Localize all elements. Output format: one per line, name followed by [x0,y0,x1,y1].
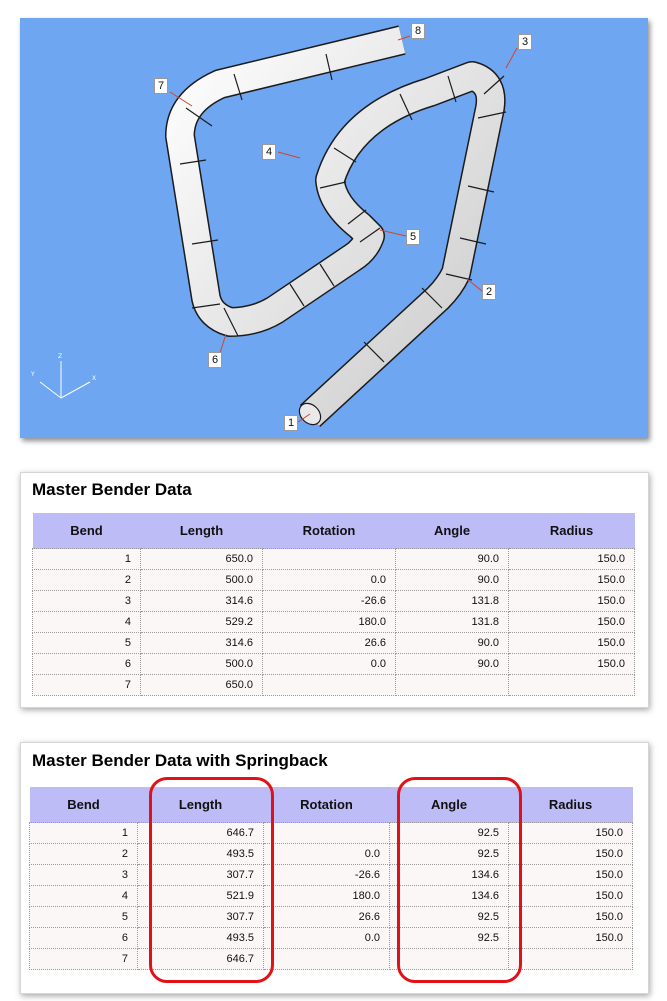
table-row [30,907,633,928]
table-row [33,654,635,675]
bender-data-table [32,513,635,696]
bend-cell: 2 [30,844,138,865]
callout-label-4: 4 [262,144,276,160]
axis-triad-icon [40,361,90,398]
callout-label-5: 5 [406,229,420,245]
radius-cell: 150.0 [509,886,633,907]
header-length: Length [138,787,264,823]
axis-z-label: Z [58,353,63,360]
length-cell: 307.7 [138,907,264,928]
rotation-cell: 26.6 [263,633,396,654]
table-header-row [33,513,635,549]
rotation-cell: 0.0 [264,928,390,949]
bend-cell: 4 [30,886,138,907]
bend-cell: 4 [33,612,141,633]
radius-cell: 150.0 [509,612,635,633]
bend-cell: 5 [33,633,141,654]
radius-cell: 150.0 [509,654,635,675]
table-row [33,675,635,696]
header-bend: Bend [30,787,138,823]
radius-cell [509,949,633,970]
rotation-cell: 0.0 [263,654,396,675]
angle-cell: 90.0 [396,633,509,654]
radius-cell: 150.0 [509,823,633,844]
header-radius: Radius [509,513,635,549]
rotation-cell: 0.0 [264,844,390,865]
master-bender-data-panel [20,472,649,708]
table-row [33,591,635,612]
angle-cell: 134.6 [390,865,509,886]
tube-path [180,40,491,416]
axis-triad-labels [30,353,96,382]
table-row [33,612,635,633]
table-header-row [30,787,633,823]
rotation-cell: 180.0 [264,886,390,907]
rotation-cell: -26.6 [263,591,396,612]
header-rotation: Rotation [264,787,390,823]
length-cell: 493.5 [138,844,264,865]
angle-cell: 131.8 [396,612,509,633]
bend-cell: 7 [33,675,141,696]
tube-3d-viewport[interactable] [20,18,648,438]
header-length: Length [141,513,263,549]
bend-cell: 3 [30,865,138,886]
angle-cell: 92.5 [390,844,509,865]
radius-cell: 150.0 [509,907,633,928]
callout-label-1: 1 [284,415,298,431]
radius-cell: 150.0 [509,570,635,591]
angle-cell: 92.5 [390,907,509,928]
springback-data-table [29,787,633,970]
table-row [30,823,633,844]
rotation-cell: 0.0 [263,570,396,591]
rotation-cell: 180.0 [263,612,396,633]
rotation-cell [263,675,396,696]
table-row [30,865,633,886]
length-cell: 307.7 [138,865,264,886]
bend-cell: 6 [33,654,141,675]
angle-cell [396,675,509,696]
table-row [30,928,633,949]
springback-data-panel [20,742,649,994]
angle-column-highlight [397,777,522,983]
header-angle: Angle [396,513,509,549]
angle-cell: 90.0 [396,549,509,570]
panel-title: Master Bender Data [32,480,192,499]
angle-cell: 90.0 [396,654,509,675]
table-row [33,549,635,570]
table-row [30,844,633,865]
header-radius: Radius [509,787,633,823]
rotation-cell: -26.6 [264,865,390,886]
table-row [33,570,635,591]
rotation-cell: 26.6 [264,907,390,928]
bend-cell: 5 [30,907,138,928]
header-rotation: Rotation [263,513,396,549]
table-row [30,949,633,970]
angle-cell: 134.6 [390,886,509,907]
header-angle: Angle [390,787,509,823]
angle-cell: 90.0 [396,570,509,591]
bend-cell: 2 [33,570,141,591]
radius-cell: 150.0 [509,844,633,865]
axis-y-label: Y [31,371,35,378]
bend-cell: 7 [30,949,138,970]
radius-cell [509,675,635,696]
rotation-cell [263,549,396,570]
callout-label-7: 7 [154,78,168,94]
callout-label-6: 6 [208,352,222,368]
bend-cell: 1 [33,549,141,570]
length-cell: 493.5 [138,928,264,949]
axis-x-label: X [92,375,97,382]
radius-cell: 150.0 [509,591,635,612]
rotation-cell [264,823,390,844]
radius-cell: 150.0 [509,549,635,570]
header-bend: Bend [33,513,141,549]
length-column-highlight [149,777,274,983]
bend-cell: 1 [30,823,138,844]
length-cell: 314.6 [141,591,263,612]
length-cell: 650.0 [141,675,263,696]
length-cell: 314.6 [141,633,263,654]
radius-cell: 150.0 [509,865,633,886]
radius-cell: 150.0 [509,633,635,654]
length-cell: 646.7 [138,949,264,970]
length-cell: 500.0 [141,570,263,591]
panel-title: Master Bender Data with Springback [32,751,328,770]
callout-label-3: 3 [518,34,532,50]
length-cell: 521.9 [138,886,264,907]
radius-cell: 150.0 [509,928,633,949]
angle-cell: 92.5 [390,928,509,949]
table-row [33,633,635,654]
angle-cell: 131.8 [396,591,509,612]
bend-cell: 6 [30,928,138,949]
callout-label-2: 2 [482,284,496,300]
callout-label-8: 8 [411,23,425,39]
length-cell: 500.0 [141,654,263,675]
length-cell: 646.7 [138,823,264,844]
angle-cell: 92.5 [390,823,509,844]
bend-cell: 3 [33,591,141,612]
length-cell: 650.0 [141,549,263,570]
length-cell: 529.2 [141,612,263,633]
table-row [30,886,633,907]
tube-model [20,18,648,438]
rotation-cell [264,949,390,970]
